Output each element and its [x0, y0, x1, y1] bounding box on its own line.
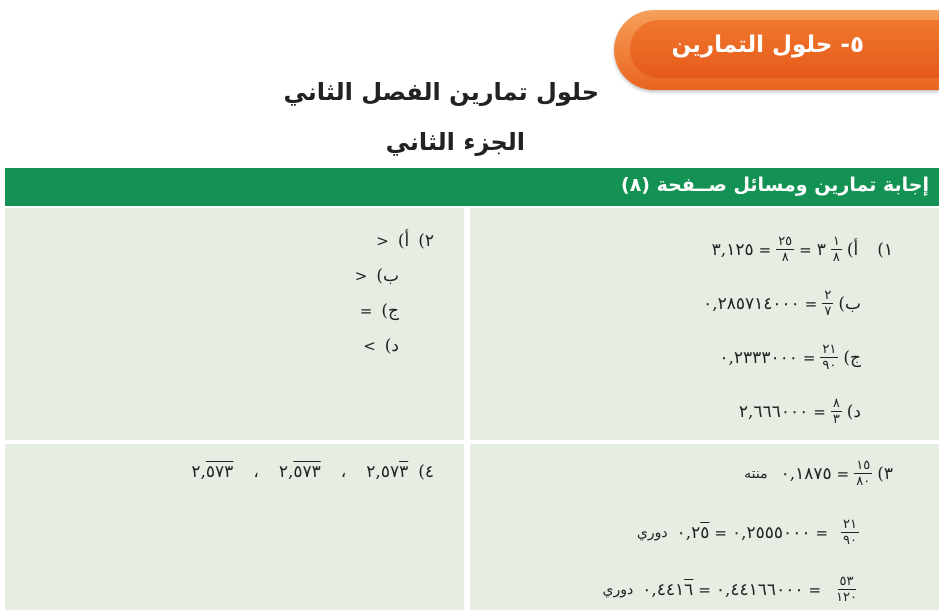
q4-separator-2: ، [253, 462, 259, 482]
q1b-equals: = [804, 294, 818, 313]
q1c-fraction [820, 342, 838, 373]
q2a-letter: أ) [397, 231, 410, 251]
exercise-header-label: إجابة تمارين ومسائل صــفحة (٨) [621, 174, 929, 196]
q3b-note: دوري [636, 524, 668, 541]
q3b-equals-2: = [714, 523, 727, 542]
q3b-fraction [841, 517, 859, 548]
q3c-equals-1: = [808, 580, 822, 599]
q3b-equals-1: = [815, 523, 829, 542]
q2a-symbol: < [376, 232, 389, 250]
q2d-letter: د) [384, 336, 399, 356]
q4-v1-rep: ٣ [399, 462, 409, 482]
q1d-equals: = [813, 402, 826, 421]
q1a-equals-1: = [799, 240, 812, 259]
q2-line-b [355, 266, 399, 286]
q3a-den: ٨٠ [856, 474, 871, 489]
q4-v3-rep: ٥٧٣ [205, 462, 234, 482]
q4-value-1 [366, 462, 408, 482]
q3-line-b [637, 517, 859, 548]
q1a-f2-den: ٨ [781, 250, 789, 265]
q1-number: ١) [877, 239, 893, 260]
q4-value-2 [279, 462, 321, 482]
q3c-note: دوري [602, 581, 634, 598]
q4-separator-1: ، [340, 462, 347, 482]
q2c-letter: ج) [381, 301, 399, 321]
q1d-letter: د) [846, 401, 861, 422]
q1a-f1-num: ١ [832, 234, 840, 249]
q1d-den: ٣ [832, 412, 840, 427]
q2-line-a [376, 231, 434, 251]
q3c-den: ١٢٠ [836, 590, 857, 605]
q3-line-c [603, 574, 860, 605]
q1c-result: ٠,٢٣٣٣٠٠٠ [719, 347, 798, 368]
q3a-equals: = [836, 464, 850, 483]
q3c-equals-2: = [698, 580, 711, 599]
q4-v3-pre: ٢, [191, 462, 206, 482]
page-subtitle: الجزء الثاني [385, 128, 525, 156]
q1a-fraction-2 [776, 234, 794, 265]
q1d-result: ٢,٦٦٦٠٠٠ [738, 401, 809, 422]
q1c-letter: ج) [843, 347, 861, 368]
q3b-repeating [677, 523, 710, 543]
q4-v2-pre: ٢, [278, 462, 294, 482]
q1a-f1-den: ٨ [832, 250, 840, 265]
q3c-num: ٥٣ [839, 574, 854, 589]
q1c-num: ٢١ [822, 342, 837, 357]
q4-line [191, 462, 434, 482]
q1a-fraction-1 [831, 234, 842, 265]
q4-v2-rep: ٥٧٣ [293, 462, 321, 482]
q3c-pre: ٠,٤٤١ [642, 579, 685, 600]
q3b-rep: ٥ [700, 522, 710, 543]
q1d-num: ٨ [832, 396, 840, 411]
q2-number: ٢) [418, 231, 434, 251]
q3c-mid: ٠,٤٤١٦٦٠٠٠ [715, 579, 804, 600]
q1b-den: ٧ [824, 304, 832, 319]
section-title: ٥- حلول التمارين [671, 32, 864, 58]
q2-line-d [363, 336, 399, 356]
q1b-fraction [822, 288, 833, 319]
q3-number: ٣) [877, 463, 893, 484]
q2-line-c [360, 301, 399, 321]
q3b-den: ٩٠ [843, 533, 857, 548]
q1-line-a [712, 234, 893, 265]
q3b-num: ٢١ [843, 517, 857, 532]
q1-line-c [719, 342, 861, 373]
q4-number: ٤) [418, 462, 434, 482]
q2d-symbol: > [363, 337, 376, 355]
q3a-note: منته [744, 465, 768, 482]
q1-line-b [703, 288, 861, 319]
q1c-den: ٩٠ [822, 358, 837, 373]
q3b-mid: ٠,٢٥٥٥٠٠٠ [732, 522, 811, 543]
q1-line-d [739, 396, 861, 427]
q4-value-3 [191, 462, 233, 482]
q3c-fraction [834, 574, 859, 605]
q1a-result: ٣,١٢٥ [711, 239, 754, 260]
q3a-result: ٠,١٨٧٥ [780, 463, 832, 484]
q3c-repeating [642, 580, 693, 600]
q1a-whole: ٣ [816, 239, 826, 260]
q2b-symbol: < [354, 267, 368, 285]
q1d-fraction [831, 396, 842, 427]
q3a-fraction [854, 458, 872, 489]
q1b-num: ٢ [824, 288, 832, 303]
q4-v1-pre: ٢,٥٧ [366, 462, 400, 482]
exercise-header-bar [5, 168, 939, 206]
q1b-result: ٠,٢٨٥٧١٤٠٠٠ [703, 293, 800, 314]
q2c-symbol: = [359, 302, 373, 320]
q1b-letter: ب) [838, 293, 861, 314]
q1a-equals-2: = [758, 240, 772, 259]
q1c-equals: = [802, 348, 816, 367]
q2b-letter: ب) [376, 266, 399, 286]
q3b-pre: ٠,٢ [676, 522, 701, 543]
q1a-f2-num: ٢٥ [778, 234, 793, 249]
page-title: حلول تمارين الفصل الثاني [283, 78, 599, 106]
q3-line-a [744, 458, 893, 489]
q1a-letter: أ) [846, 239, 859, 260]
q3a-num: ١٥ [856, 458, 871, 473]
q3c-rep: ٦ [684, 579, 694, 600]
